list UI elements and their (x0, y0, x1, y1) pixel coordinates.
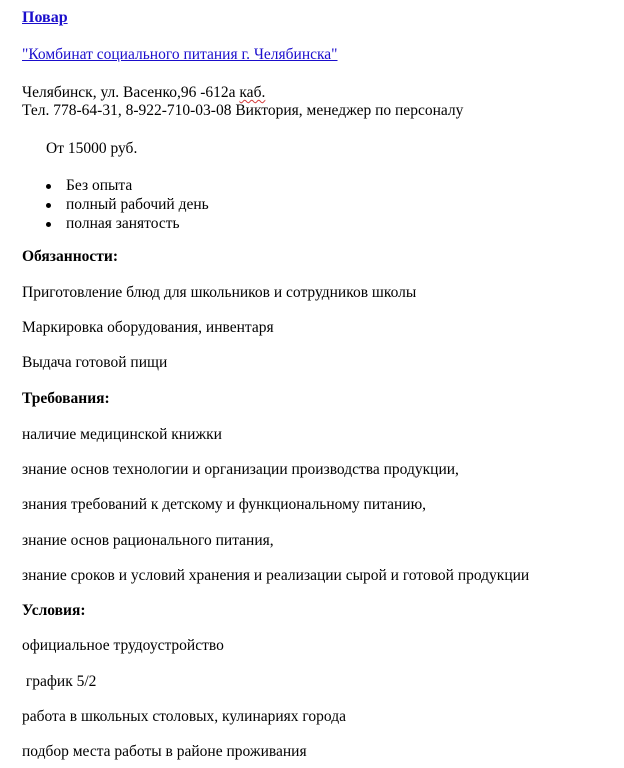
address-room-abbrev: каб. (239, 84, 266, 101)
salary: От 15000 руб. (46, 140, 138, 157)
list-item (42, 176, 209, 195)
contact-line: Тел. 778-64-31, 8-922-710-03-08 Виктория, менеджер по персоналу (22, 102, 464, 119)
address-text: Челябинск, ул. Васенко,96 -612а (22, 84, 240, 101)
feature-text: Без опыта (66, 177, 133, 194)
requirement-item: наличие медицинской книжки (22, 426, 222, 443)
bullet-icon (46, 222, 51, 227)
bullet-icon (46, 203, 51, 208)
condition-item: официальное трудоустройство (22, 637, 224, 654)
duty-item: Маркировка оборудования, инвентаря (22, 319, 274, 336)
requirement-item: знания требований к детскому и функциональному питанию, (22, 496, 427, 513)
requirement-item: знание сроков и условий хранения и реализации сырой и готовой продукции (22, 567, 530, 584)
duties-heading: Обязанности: (22, 248, 118, 265)
condition-item: работа в школьных столовых, кулинариях города (22, 708, 346, 725)
company-link[interactable]: "Комбинат социального питания г. Челябинска" (22, 46, 338, 63)
requirement-item: знание основ рационального питания, (22, 532, 274, 549)
requirements-heading: Требования: (22, 390, 110, 407)
job-title-link[interactable]: Повар (22, 9, 68, 26)
list-item (42, 195, 209, 214)
condition-item: график 5/2 (22, 673, 97, 690)
bullet-icon (46, 184, 51, 189)
condition-item: подбор места работы в районе проживания (22, 743, 307, 760)
duty-item: Приготовление блюд для школьников и сотрудников школы (22, 284, 417, 301)
feature-text: полная занятость (66, 215, 180, 232)
requirement-item: знание основ технологии и организации производства продукции, (22, 461, 459, 478)
list-item (42, 214, 209, 233)
address-line (22, 84, 265, 102)
duty-item: Выдача готовой пищи (22, 354, 168, 371)
features-list (42, 176, 209, 233)
conditions-heading: Условия: (22, 602, 86, 619)
feature-text: полный рабочий день (66, 196, 209, 213)
